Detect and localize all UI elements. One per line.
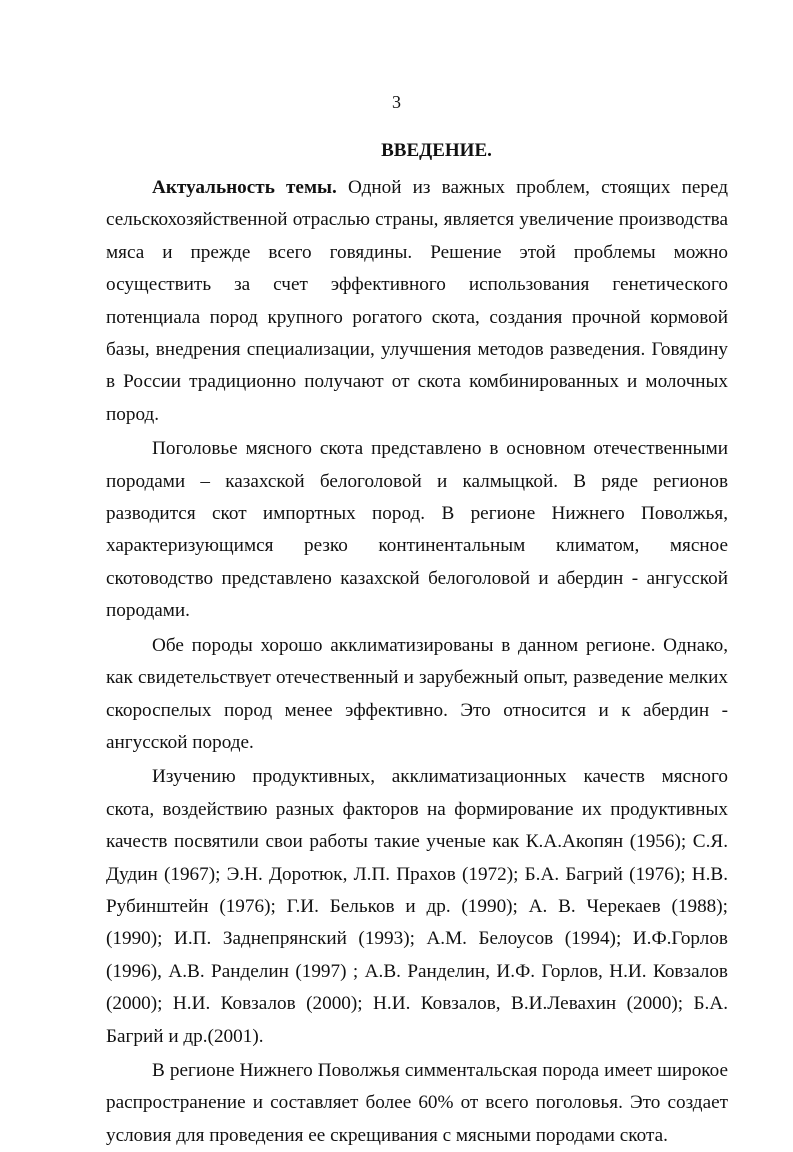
paragraph-breeds: Обе породы хорошо акклиматизированы в данном регионе. Однако, как свидетельствует отечественный и зарубежный опыт, разведение мелких скороспелых пород менее эффективно. Это относится и к абердин - ангусской породе.	[106, 634, 728, 753]
paragraph-livestock: Поголовье мясного скота представлено в основном отечественными породами – казахской белоголовой и калмыцкой. В ряде регионов разводится скот импортных пород. В регионе Нижнего Поволжья, характеризующимся резко континентальным климатом, мясное скотоводство представлено казахской белоголовой и абердин - ангусской породами.	[106, 438, 728, 622]
paragraph-relevance	[106, 172, 728, 431]
paragraph-simmental: В регионе Нижнего Поволжья симментальская порода имеет широкое распространение и составляет более 60% от всего поголовья. Это создает условия для проведения ее скрещивания с мясными породами скота.	[106, 1059, 728, 1146]
paragraph-text: Одной из важных проблем, стоящих перед сельскохозяйственной отраслью страны, является увеличение производства мяса и прежде всего говядины. Решение этой проблемы можно осуществить за счет эффективного использования генетического потенциала пород крупного рогатого скота, создания прочной кормовой базы, внедрения специализации, улучшения методов разведения. Говядину в России традиционно получают от скота комбинированных и молочных пород.	[106, 177, 728, 425]
body-text	[106, 172, 728, 1152]
section-heading: ВВЕДЕНИЕ.	[381, 140, 492, 161]
page-number: 3	[392, 92, 401, 112]
paragraph-research: Изучению продуктивных, акклиматизационных качеств мясного скота, воздействию разных факторов на формирование их продуктивных качеств посвятили свои работы такие ученые как К.А.Акопян (1956); С.Я. Дудин (1967); Э.Н. Доротюк, Л.П. Прахов (1972); Б.А. Багрий (1976); Н.В. Рубинштейн (1976); Г.И. Бельков и др. (1990); А. В. Черекаев (1988); (1990); И.П. Заднепрянский (1993); А.М. Белоусов (1994); И.Ф.Горлов (1996), А.В. Ранделин (1997) ; А.В. Ранделин, И.Ф. Горлов, Н.И. Ковзалов (2000); Н.И. Ковзалов (2000); Н.И. Ковзалов, В.И.Левахин (2000); Б.А. Багрий и др.(2001).	[106, 766, 728, 1047]
paragraph-lead: Актуальность темы.	[152, 177, 337, 198]
